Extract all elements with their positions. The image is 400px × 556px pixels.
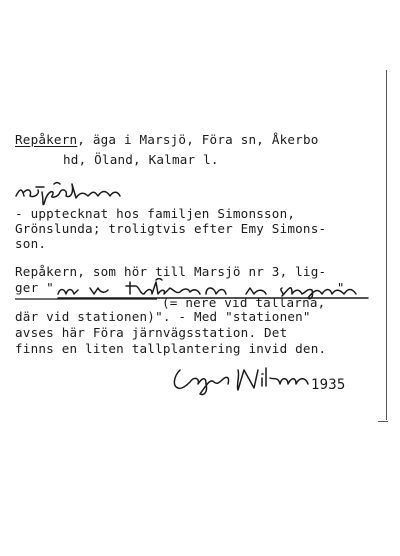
note-line-4: där vid stationen)". - Med "stationen"	[15, 309, 311, 324]
source-line-1: - upptecknat hos familjen Simonsson,	[15, 206, 296, 221]
card-right-edge	[386, 70, 387, 420]
header-line-1	[15, 132, 319, 147]
year: 1935	[311, 377, 346, 393]
card-bottom-edge	[378, 421, 388, 422]
header-location: , äga i Marsjö, Föra sn, Åkerbo	[77, 132, 319, 147]
header-line-2: hd, Öland, Kalmar l.	[63, 152, 219, 167]
note-line-6: finns en liten tallplantering invid den.	[15, 341, 327, 356]
note-line-3: (= nere vid tallarna,	[162, 295, 326, 310]
note-line-2: ger " "	[15, 280, 345, 295]
source-line-2: Grönslunda; troligtvis efter Emy Simons-	[15, 221, 327, 236]
phonetic-underline	[15, 294, 165, 304]
source-line-3: son.	[15, 236, 47, 251]
note-line-5: avses här Föra järnvägsstation. Det	[15, 325, 288, 340]
note-line-1: Repåkern, som hör till Marsjö nr 3, lig-	[15, 264, 327, 279]
phonetic-handwriting	[14, 178, 134, 206]
place-name: Repåkern	[15, 132, 78, 147]
